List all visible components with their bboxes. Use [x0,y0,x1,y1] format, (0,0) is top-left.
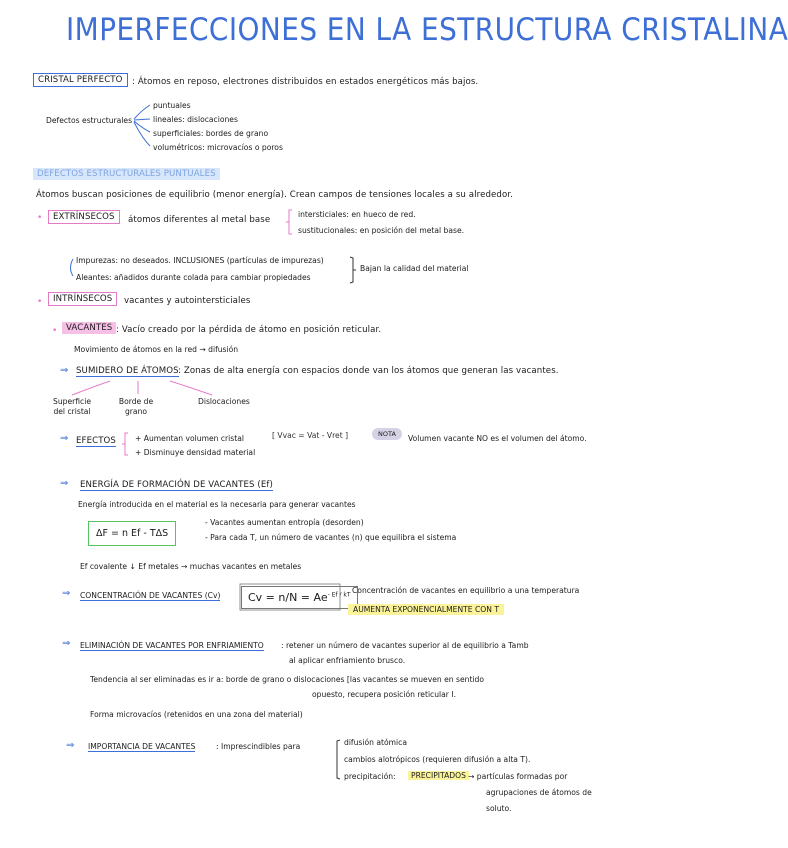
eliminacion-text: al aplicar enfriamiento brusco. [289,656,406,665]
precipitados-highlight: PRECIPITADOS [408,771,469,780]
extrinsecos-text: átomos diferentes al metal base [128,215,271,225]
intro-line: Átomos buscan posiciones de equilibrio (menor energía). Crean campos de tensiones locales a su alrededor. [36,190,514,200]
section-heading: DEFECTOS ESTRUCTURALES PUNTUALES [33,168,220,180]
defecto-item: volumétricos: microvacíos o poros [153,143,283,152]
efectos-item: + Aumentan volumen cristal [135,434,244,443]
formula-base: Cv = n/N = Ae [248,591,328,604]
precipitados-text: → partículas formadas por [468,772,568,781]
volumen-formula: [ Vvac = Vat - Vret ] [272,431,349,440]
impurezas-line: Impurezas: no deseados. INCLUSIONES (partículas de impurezas) [76,256,324,265]
impurezas-brace [71,257,357,283]
energia-bullet: - Para cada T, un número de vacantes (n) que equilibra el sistema [205,533,457,542]
importancia-heading: IMPORTANCIA DE VACANTES [88,742,196,751]
bullet-icon: • [37,213,43,223]
double-arrow-icon: ⇒ [66,740,75,751]
extrinsecos-sub: intersticiales: en hueco de red. [298,210,416,219]
forma-text: Forma microvacíos (retenidos en una zona del material) [90,710,303,719]
tendencia-text: opuesto, recupera posición reticular I. [312,690,456,699]
importancia-text: : Imprescindibles para [216,742,301,751]
eliminacion-heading: ELIMINACIÓN DE VACANTES POR ENFRIAMIENTO [80,641,264,650]
energia-covalente: Ef covalente ↓ Ef metales → muchas vacantes en metales [80,562,302,571]
sumidero-text: : Zonas de alta energía con espacios donde van los átomos que generan las vacantes. [178,366,559,376]
sumidero-item: Superficie del cristal [53,397,91,416]
bullet-icon: • [52,326,58,336]
double-arrow-icon: ⇒ [60,478,69,489]
defecto-item: lineales: dislocaciones [153,115,238,124]
intrinsecos-text: vacantes y autointersticiales [124,296,251,306]
energia-bullet: - Vacantes aumentan entropía (desorden) [205,518,364,527]
extrinsecos-brace [286,210,292,234]
precipitados-text: soluto. [486,804,512,813]
importancia-item: difusión atómica [344,738,407,747]
sumidero-heading: SUMIDERO DE ÁTOMOS [76,366,179,376]
formula-exponent: - Ef / kT [327,591,351,599]
vacantes-label: VACANTES [62,322,116,334]
double-arrow-icon: ⇒ [60,365,69,376]
defectos-label: Defectos estructurales [46,116,133,125]
efectos-brace [122,433,128,455]
concentracion-heading: CONCENTRACIÓN DE VACANTES (Cv) [80,591,221,600]
efectos-heading: EFECTOS [76,436,116,446]
cristal-perfecto-text: : Átomos en reposo, electrones distribuidos en estados energéticos más bajos. [132,77,479,87]
importancia-brace [337,740,340,779]
extrinsecos-sub: sustitucionales: en posición del metal base. [298,226,465,235]
defecto-item: puntuales [153,101,191,110]
energia-heading: ENERGÍA DE FORMACIÓN DE VACANTES (Ef) [80,480,273,490]
energia-text: Energía introducida en el material es la necesaria para generar vacantes [78,500,356,509]
double-arrow-icon: ⇒ [60,433,69,444]
importancia-item: precipitación: [344,772,396,781]
precipitados-text: agrupaciones de átomos de [486,788,592,797]
impurezas-note: Bajan la calidad del material [360,264,469,273]
concentracion-text: Concentración de vacantes en equilibrio a una temperatura [352,586,580,595]
energia-formula: ΔF = n Ef - TΔS [88,521,176,546]
sumidero-item: Dislocaciones [198,397,250,406]
sumidero-arrows [72,381,212,395]
tendencia-text: Tendencia al ser eliminadas es ir a: borde de grano o dislocaciones [las vacantes se mueven en sentido [90,675,485,684]
efectos-item: + Disminuye densidad material [135,448,256,457]
vacantes-movement: Movimiento de átomos en la red → difusión [74,345,239,354]
defectos-branches [134,105,150,146]
double-arrow-icon: ⇒ [62,588,71,599]
extrinsecos-label: EXTRÍNSECOS [48,210,120,224]
nota-badge: NOTA [372,428,402,440]
cristal-perfecto-label: CRISTAL PERFECTO [33,73,128,87]
sumidero-item: Borde de grano [118,397,154,416]
intrinsecos-label: INTRÍNSECOS [48,292,117,306]
aleantes-line: Aleantes: añadidos durante colada para cambiar propiedades [76,273,311,282]
double-arrow-icon: ⇒ [62,638,71,649]
vacantes-text: : Vacío creado por la pérdida de átomo en posición reticular. [116,325,382,335]
formula-frame [240,584,340,610]
nota-text: Volumen vacante NO es el volumen del átomo. [408,434,587,443]
bullet-icon: • [37,297,43,307]
eliminacion-text: : retener un número de vacantes superior al de equilibrio a Tamb [281,641,529,650]
importancia-item: cambios alotrópicos (requieren difusión a alta T). [344,755,531,764]
defecto-item: superficiales: bordes de grano [153,129,269,138]
concentracion-highlight: AUMENTA EXPONENCIALMENTE CON T [348,604,504,615]
page-title: IMPERFECCIONES EN LA ESTRUCTURA CRISTALINA [66,12,788,48]
